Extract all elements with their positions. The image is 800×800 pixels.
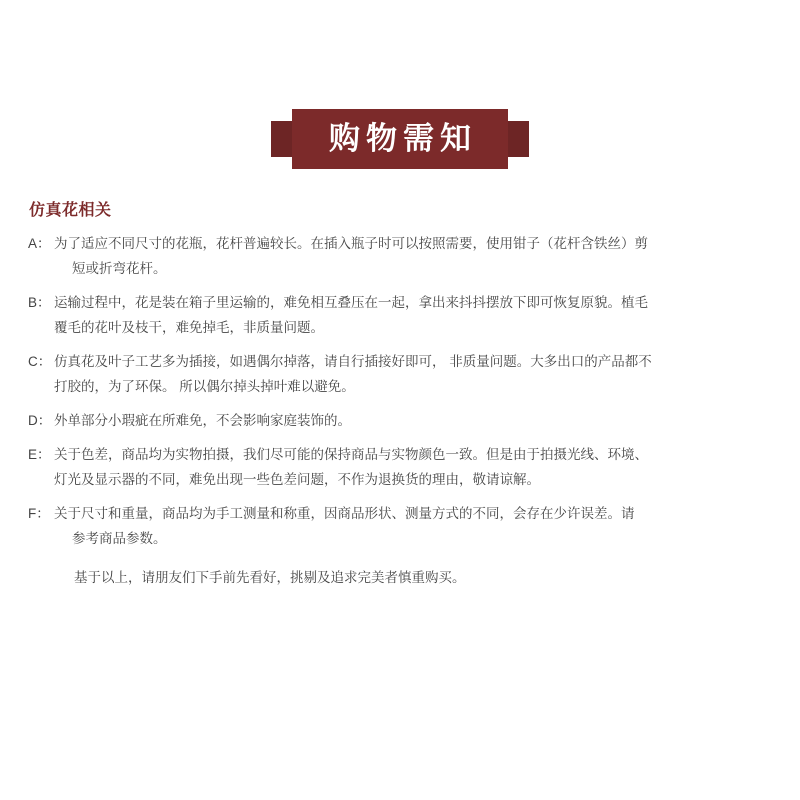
list-item-text [54,409,774,434]
list-item-line: 外单部分小瑕疵在所难免，不会影响家庭装饰的。 [54,412,351,428]
banner [0,109,800,169]
notice-content [0,197,800,591]
banner-plate [292,109,508,169]
list-item-key: A： [28,236,51,251]
list-item-line: 覆毛的花叶及枝干，难免掉毛，非质量问题。 [54,319,324,335]
list-item-key: E： [28,446,51,462]
list-item-line: 灯光及显示器的不同，难免出现一些色差问题，不作为退换货的理由，敬请谅解。 [54,471,540,487]
list-item [26,291,774,341]
list-item-line: 关于色差，商品均为实物拍摄，我们尽可能的保持商品与实物颜色一致。但是由于拍摄光线、环境、 [54,446,648,462]
list-item [26,502,774,552]
list-item-text [54,443,774,493]
list-item-text [54,502,774,552]
list-item-key: C： [28,353,52,369]
list-item-key: F： [28,505,50,521]
list-item [26,232,774,282]
list-item-text [54,232,774,282]
section-title: 仿真花相关 [29,202,112,219]
list-item-line: 短或折弯花杆。 [72,260,167,276]
list-item-line: 仿真花及叶子工艺多为插接，如遇偶尔掉落，请自行插接好即可， 非质量问题。大多出口的产品都不 [54,353,652,369]
shopping-notice-page [0,109,800,800]
list-item-text [54,291,774,341]
list-item-key: B： [28,294,51,310]
list-item-line: 打胶的，为了环保。 所以偶尔掉头掉叶难以避免。 [54,378,355,394]
list-item [26,350,774,400]
list-item-line: 参考商品参数。 [72,530,167,546]
footer-note: 基于以上，请朋友们下手前先看好，挑剔及追求完美者慎重购买。 [74,569,466,585]
page-title: 购物需知 [329,120,477,157]
list-item-key: D： [28,412,52,428]
list-item-text [54,350,774,400]
list-item [26,409,774,434]
list-item-line: 关于尺寸和重量，商品均为手工测量和称重，因商品形状、测量方式的不同，会存在少许误差。请 [54,505,635,521]
list-item-line: 为了适应不同尺寸的花瓶，花杆普遍较长。在插入瓶子时可以按照需要，使用钳子（花杆含铁丝）剪 [54,236,648,251]
list-item [26,443,774,493]
list-item-line: 运输过程中，花是装在箱子里运输的，难免相互叠压在一起，拿出来抖抖摆放下即可恢复原貌。植毛 [54,294,648,310]
